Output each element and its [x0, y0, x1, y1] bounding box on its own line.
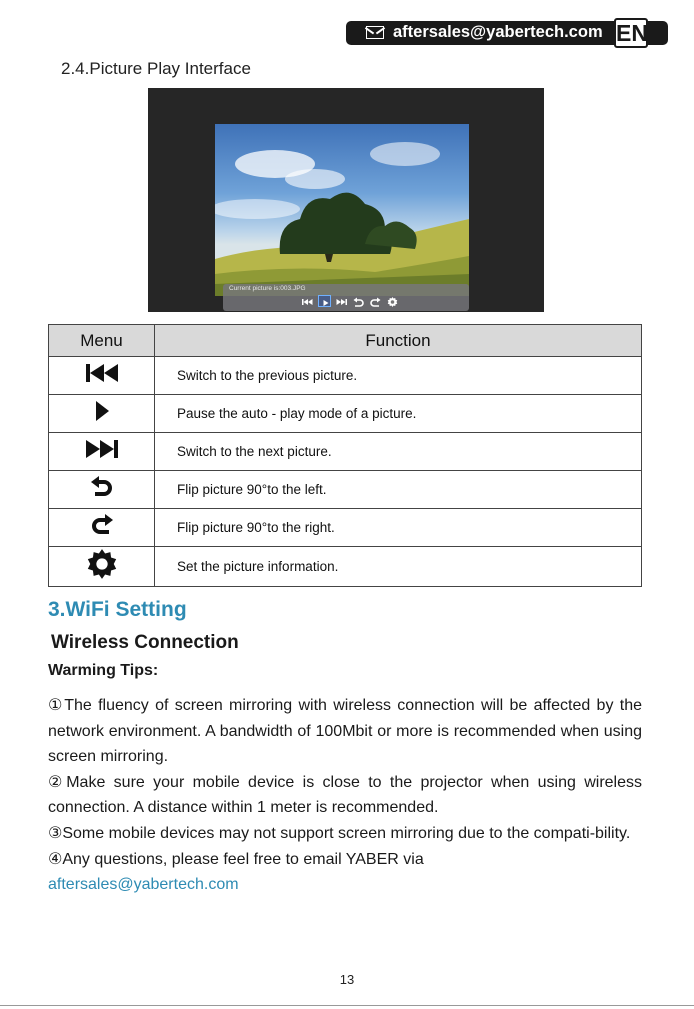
mini-play-icon	[318, 295, 331, 307]
function-text: Set the picture information.	[155, 547, 642, 587]
icon-cell	[49, 547, 155, 587]
function-column-header: Function	[155, 325, 642, 357]
icon-cell	[49, 395, 155, 433]
icon-cell	[49, 471, 155, 509]
function-text: Flip picture 90°to the right.	[155, 509, 642, 547]
language-badge: EN	[616, 20, 648, 46]
page-number: 13	[339, 972, 355, 987]
mini-gear-icon	[386, 295, 399, 307]
tip-item: ②Make sure your mobile device is close to the projector when using wireless connection. A distance within 1 meter is recommended.	[48, 773, 642, 817]
header-email[interactable]: aftersales@yabertech.com	[393, 23, 603, 41]
icon-cell	[49, 433, 155, 471]
current-picture-caption: Current picture is:003.JPG	[229, 285, 306, 292]
picture-info-bar	[223, 284, 469, 311]
icon-cell	[49, 509, 155, 547]
table-row	[49, 357, 642, 395]
picture-play-screenshot	[148, 88, 544, 312]
next-icon	[82, 437, 122, 461]
section-title: 2.4.Picture Play Interface	[61, 59, 251, 78]
function-text: Flip picture 90°to the left.	[155, 471, 642, 509]
tip-item: ④Any questions, please feel free to email YABER via	[48, 850, 424, 868]
mini-previous-icon	[301, 295, 314, 307]
table-header-row	[49, 325, 642, 357]
tip-item: ③Some mobile devices may not support screen mirroring due to the compati-bility.	[48, 824, 631, 842]
mini-rotate-left-icon	[352, 295, 365, 307]
mini-next-icon	[335, 295, 348, 307]
landscape-photo	[215, 124, 469, 296]
previous-icon	[82, 361, 122, 385]
wifi-setting-title: 3.WiFi Setting	[48, 598, 187, 621]
function-text: Pause the auto - play mode of a picture.	[155, 395, 642, 433]
table-row	[49, 547, 642, 587]
rotate-left-icon	[88, 474, 116, 500]
header-badge	[346, 21, 668, 45]
table-row	[49, 395, 642, 433]
tip-item: ①The fluency of screen mirroring with wireless connection will be affected by the network environment. A bandwidth of 100Mbit or more is recommended when using screen mirroring.	[48, 697, 642, 766]
table-row	[49, 471, 642, 509]
wireless-connection-subtitle: Wireless Connection	[51, 632, 239, 653]
footer-divider	[0, 1005, 694, 1006]
rotate-right-icon	[88, 512, 116, 538]
function-text: Switch to the previous picture.	[155, 357, 642, 395]
mini-control-bar	[301, 295, 399, 307]
menu-function-table	[48, 324, 642, 587]
gear-icon	[85, 547, 119, 581]
menu-column-header: Menu	[49, 325, 155, 357]
tips-list	[48, 693, 642, 898]
support-email-link[interactable]: aftersales@yabertech.com	[48, 876, 239, 894]
warming-tips-title: Warming Tips:	[48, 662, 159, 679]
play-icon	[92, 399, 112, 423]
icon-cell	[49, 357, 155, 395]
table-row	[49, 433, 642, 471]
function-text: Switch to the next picture.	[155, 433, 642, 471]
mail-icon	[366, 26, 384, 39]
table-row	[49, 509, 642, 547]
mini-rotate-right-icon	[369, 295, 382, 307]
